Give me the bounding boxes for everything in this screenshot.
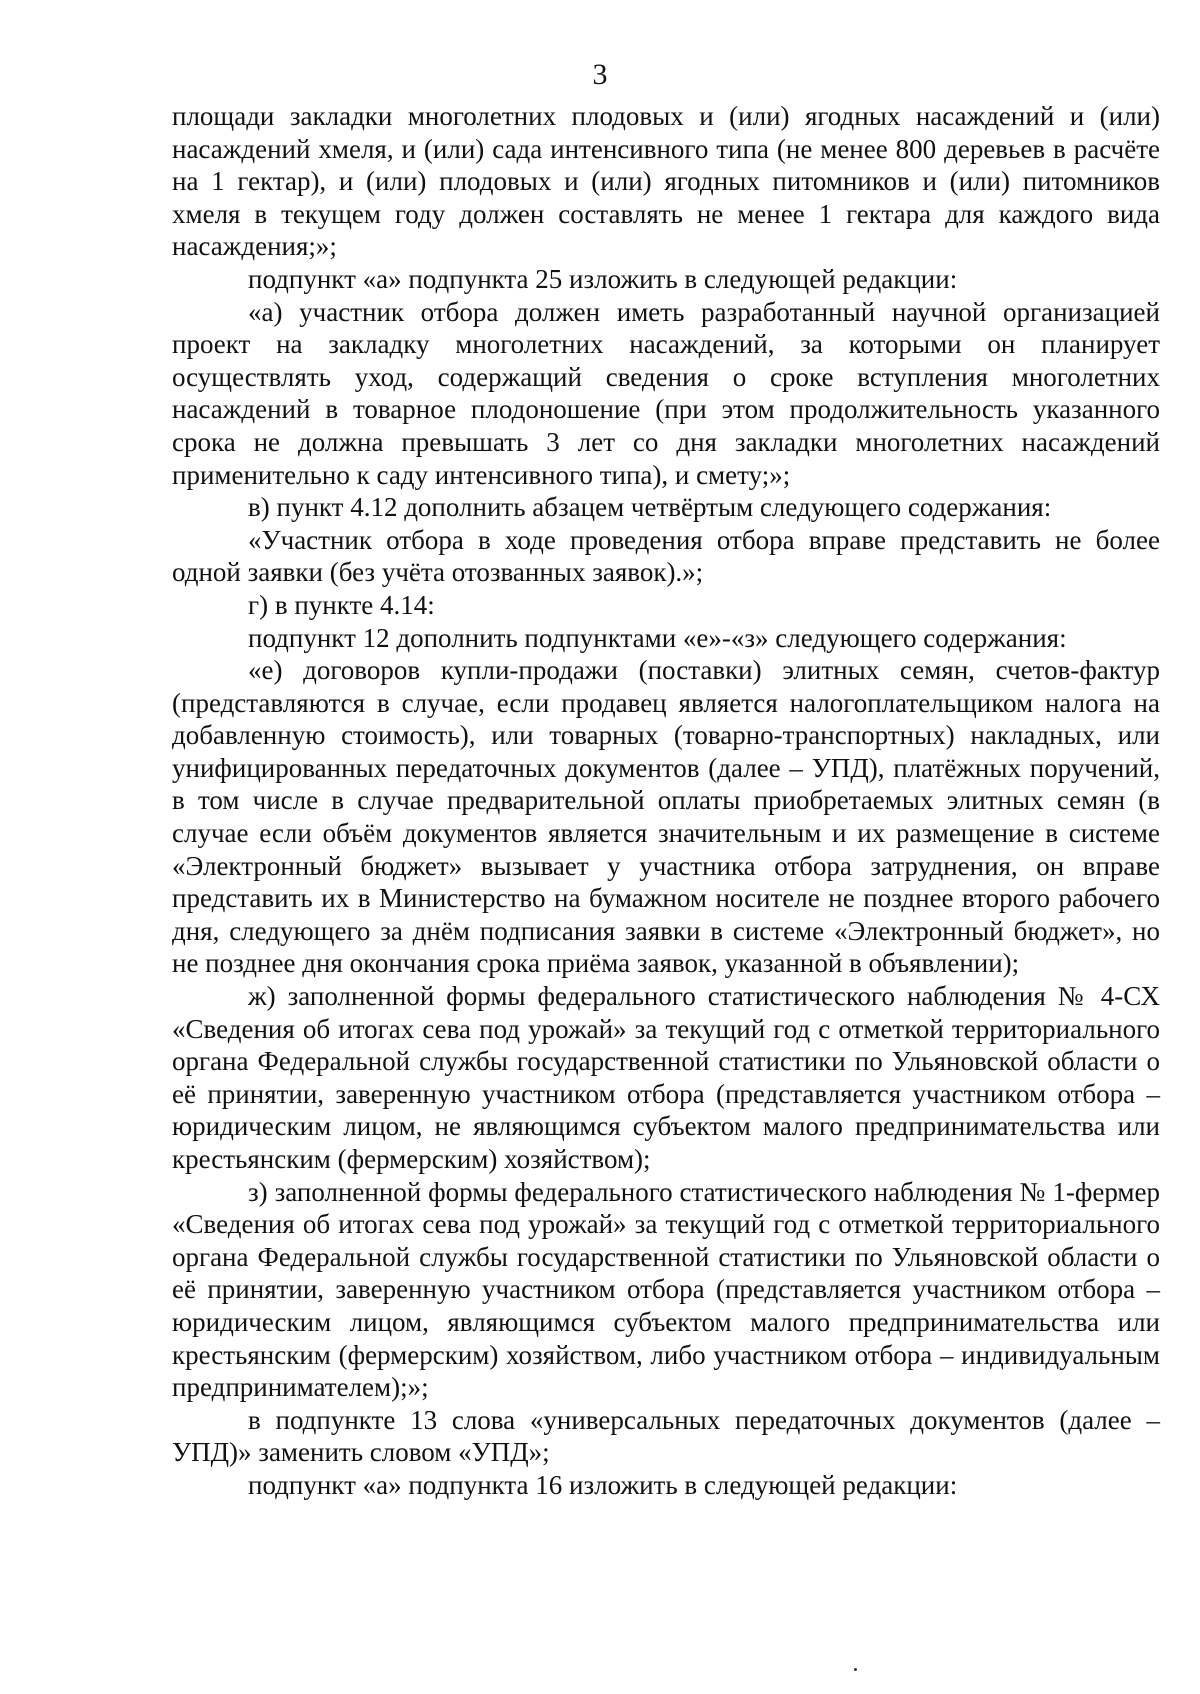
- scan-speck: [854, 1668, 857, 1671]
- paragraph-project-requirement: «а) участник отбора должен иметь разработанный научной организацией проект на закладку многолетних насаждений, за которыми он планирует осуществлять уход, содержащий сведения о сроке вступления многолетних насаждений в товарное плодоношение (при этом продолжительность указанного срока не должна превышать 3 лет со дня закладки многолетних насаждений применительно к саду интенсивного типа), и смету;»;: [172, 296, 1160, 490]
- paragraph-subitem-e: «е) договоров купли-продажи (поставки) элитных семян, счетов-фактур (представляются в случае, если продавец является налогоплательщиком налога на добавленную стоимость), или товарных (товарно-транспортных) накладных, или унифицированных передаточных документов (далее – УПД), платёжных поручений, в том числе в случае предварительной оплаты приобретаемых элитных семян (в случае если объём документов является значительным и их размещение в системе «Электронный бюджет» вызывает у участника отбора затруднения, он вправе представить их в Министерство на бумажном носителе не позднее второго рабочего дня, следующего за днём подписания заявки в системе «Электронный бюджет», но не позднее дня окончания срока приёма заявок, указанной в объявлении);: [172, 655, 1160, 979]
- paragraph-subitem-12-intro: подпункт 12 дополнить подпунктами «е»-«з» следующего содержания:: [248, 622, 1067, 653]
- paragraph-subitem-25-intro: подпункт «а» подпункта 25 изложить в следующей редакции:: [248, 263, 958, 294]
- document-body: [172, 100, 1160, 1502]
- paragraph-subitem-13: в подпункте 13 слова «универсальных передаточных документов (далее – УПД)» заменить словом «УПД»;: [172, 1404, 1160, 1468]
- paragraph-subitem-zh: ж) заполненной формы федерального статистического наблюдения № 4-СХ «Сведения об итогах сева под урожай» за текущий год с отметкой территориального органа Федеральной службы государственной статистики по Ульяновской области о её принятии, заверенную участником отбора (представляется участником отбора – юридическим лицом, не являющимся субъектом малого предпринимательства или крестьянским (фермерским) хозяйством);: [172, 981, 1160, 1174]
- paragraph-single-application: «Участник отбора в ходе проведения отбора вправе представить не более одной заявки (без учёта отозванных заявок).»;: [172, 524, 1160, 588]
- page-number: 3: [592, 58, 608, 91]
- paragraph-item-4-14: г) в пункте 4.14:: [248, 589, 435, 620]
- paragraph-area-requirement: площади закладки многолетних плодовых и (или) ягодных насаждений и (или) насаждений хмеля, и (или) сада интенсивного типа (не менее 800 деревьев в расчёте на 1 гектар), и (или) плодовых и (или) ягодных питомников и (или) питомников хмеля в текущем году должен составлять не менее 1 гектара для каждого вида насаждения;»;: [172, 101, 1160, 262]
- paragraph-subitem-16-intro: подпункт «а» подпункта 16 изложить в следующей редакции:: [248, 1469, 958, 1500]
- paragraph-item-4-12: в) пункт 4.12 дополнить абзацем четвёртым следующего содержания:: [248, 492, 1052, 523]
- paragraph-subitem-z: з) заполненной формы федерального статистического наблюдения № 1-фермер «Сведения об итогах сева под урожай» за текущий год с отметкой территориального органа Федеральной службы государственной статистики по Ульяновской области о её принятии, заверенную участником отбора (представляется участником отбора – юридическим лицом, являющимся субъектом малого предпринимательства или крестьянским (фермерским) хозяйством, либо участником отбора – индивидуальным предпринимателем);»;: [172, 1176, 1160, 1403]
